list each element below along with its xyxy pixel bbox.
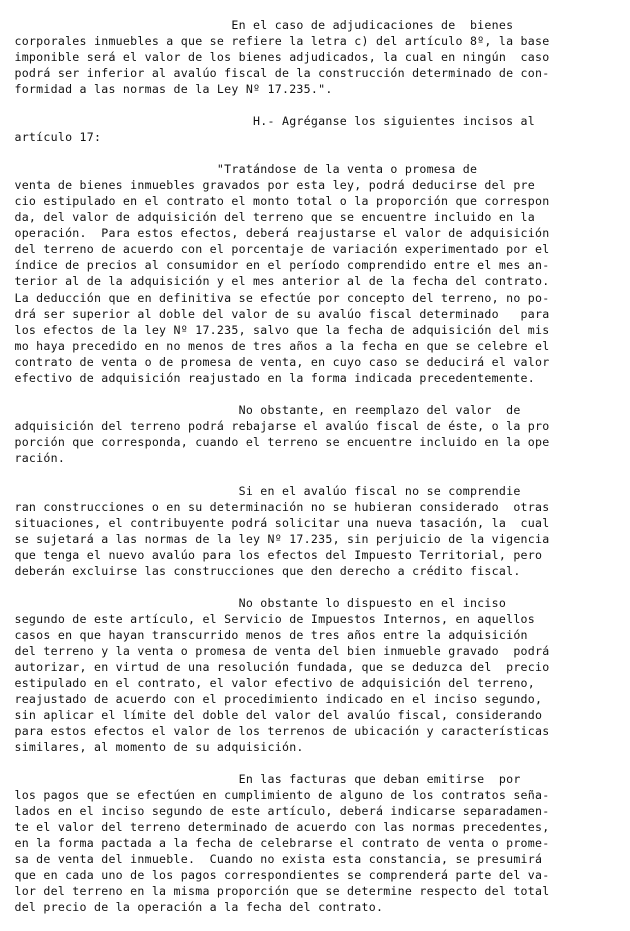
- text-line: H.- Agréganse los siguientes incisos al: [0, 114, 536, 128]
- text-line: deberán excluirse las construcciones que den derecho a crédito fiscal.: [0, 564, 521, 578]
- text-line: casos en que hayan transcurrido menos de tres años entre la adquisición: [0, 628, 528, 642]
- text-line: estipulado en el contrato, el valor efectivo de adquisición del terreno,: [0, 676, 536, 690]
- text-line: En las facturas que deban emitirse por: [0, 772, 521, 786]
- text-line: segundo de este artículo, el Servicio de Impuestos Internos, en aquellos: [0, 612, 536, 626]
- text-line: los pagos que se efectúen en cumplimiento de alguno de los contratos seña-: [0, 788, 550, 802]
- text-line: situaciones, el contribuyente podrá solicitar una nueva tasación, la cual: [0, 516, 550, 530]
- text-line: similares, al momento de su adquisición.: [0, 740, 304, 754]
- text-line: del precio de la operación a la fecha del contrato.: [0, 900, 384, 914]
- text-line: te el valor del terreno determinado de acuerdo con las normas precedentes,: [0, 820, 550, 834]
- text-line: del terreno de acuerdo con el porcentaje de variación experimentado por el: [0, 242, 550, 256]
- text-line: "Tratándose de la venta o promesa de: [0, 162, 478, 176]
- text-line: lados en el inciso segundo de este artículo, deberá indicarse separadamen-: [0, 804, 550, 818]
- text-line: lor del terreno en la misma proporción que se determine respecto del total: [0, 884, 550, 898]
- text-line: porción que corresponda, cuando el terreno se encuentre incluido en la ope: [0, 435, 550, 449]
- text-line: en la forma pactada a la fecha de celebrarse el contrato de venta o prome-: [0, 836, 550, 850]
- text-line: cio estipulado en el contrato el monto total o la proporción que correspon: [0, 194, 550, 208]
- text-line: autorizar, en virtud de una resolución fundada, que se deduzca del precio: [0, 660, 550, 674]
- text-line: efectivo de adquisición reajustado en la forma indicada precedentemente.: [0, 371, 536, 385]
- text-line: venta de bienes inmuebles gravados por esta ley, podrá deducirse del pre: [0, 178, 536, 192]
- text-line: No obstante, en reemplazo del valor de: [0, 403, 521, 417]
- text-line: formidad a las normas de la Ley Nº 17.235.".: [0, 82, 333, 96]
- text-line: No obstante lo dispuesto en el inciso: [0, 596, 507, 610]
- text-line: corporales inmuebles a que se refiere la letra c) del artículo 8º, la base: [0, 34, 550, 48]
- text-line: ración.: [0, 451, 66, 465]
- text-line: que tenga el nuevo avalúo para los efectos del Impuesto Territorial, pero: [0, 548, 543, 562]
- text-line: podrá ser inferior al avalúo fiscal de la construcción determinado de con-: [0, 66, 550, 80]
- text-line: Si en el avalúo fiscal no se comprendie: [0, 484, 521, 498]
- text-line: imponible será el valor de los bienes adjudicados, la cual en ningún caso: [0, 50, 550, 64]
- text-line: sin aplicar el límite del doble del valor del avalúo fiscal, considerando: [0, 708, 543, 722]
- text-line: sa de venta del inmueble. Cuando no exista esta constancia, se presumirá: [0, 852, 543, 866]
- text-line: contrato de venta o de promesa de venta, en cuyo caso se deducirá el valor: [0, 355, 550, 369]
- text-line: los efectos de la ley Nº 17.235, salvo que la fecha de adquisición del mis: [0, 323, 550, 337]
- text-line: da, del valor de adquisición del terreno que se encuentre incluido en la: [0, 210, 536, 224]
- text-line: se sujetará a las normas de la ley Nº 17.235, sin perjuicio de la vigencia: [0, 532, 550, 546]
- text-line: operación. Para estos efectos, deberá reajustarse el valor de adquisición: [0, 226, 550, 240]
- text-line: En el caso de adjudicaciones de bienes: [0, 18, 514, 32]
- text-line: terior al de la adquisición y el mes anterior al de la fecha del contrato.: [0, 274, 550, 288]
- text-line: índice de precios al consumidor en el período comprendido entre el mes an-: [0, 258, 550, 272]
- text-line: drá ser superior al doble del valor de su avalúo fiscal determinado para: [0, 307, 550, 321]
- text-line: del terreno y la venta o promesa de venta del bien inmueble gravado podrá: [0, 644, 550, 658]
- text-line: adquisición del terreno podrá rebajarse el avalúo fiscal de éste, o la pro: [0, 419, 550, 433]
- text-line: mo haya precedido en no menos de tres años a la fecha en que se celebre el: [0, 339, 550, 353]
- text-line: que en cada uno de los pagos correspondientes se comprenderá parte del va-: [0, 868, 550, 882]
- text-line: para estos efectos el valor de los terrenos de ubicación y características: [0, 724, 550, 738]
- text-line: reajustado de acuerdo con el procedimiento indicado en el inciso segundo,: [0, 692, 543, 706]
- text-line: ran construcciones o en su determinación no se hubieran considerado otras: [0, 500, 550, 514]
- text-line: artículo 17:: [0, 130, 102, 144]
- text-line: La deducción que en definitiva se efectúe por concepto del terreno, no po-: [0, 291, 550, 305]
